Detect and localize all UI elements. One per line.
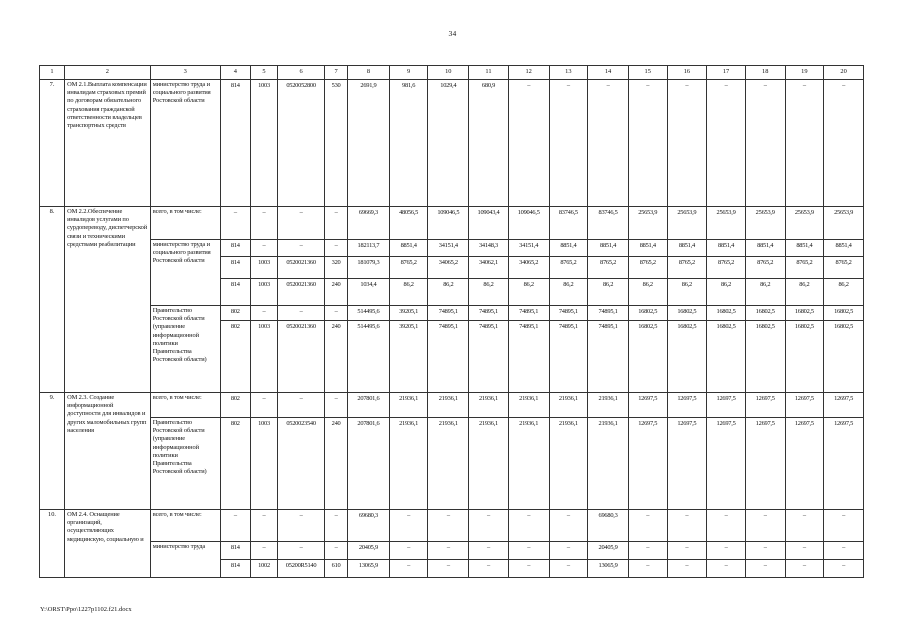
table-cell: 74895,1 [428, 321, 469, 393]
table-row [40, 510, 864, 542]
table-cell: 109046,5 [428, 207, 469, 240]
table-body [40, 66, 864, 578]
table-cell: 20405,9 [588, 542, 629, 560]
table-cell: 814 [220, 80, 250, 207]
budget-table [39, 65, 864, 578]
table-cell: – [278, 207, 325, 240]
header-cell: 17 [707, 66, 746, 80]
table-cell: 1029,4 [428, 80, 469, 207]
header-cell: 7 [325, 66, 348, 80]
table-cell: 48056,5 [389, 207, 428, 240]
table-cell: всего, в том числе: [150, 393, 220, 418]
table-cell: 16802,5 [707, 321, 746, 393]
table-cell: 8765,2 [549, 257, 588, 279]
table-cell: – [278, 306, 325, 321]
header-cell: 12 [508, 66, 549, 80]
table-cell: 12697,5 [745, 393, 785, 418]
table-cell: – [508, 80, 549, 207]
table-cell: 16802,5 [667, 306, 707, 321]
table-cell: 74895,1 [428, 306, 469, 321]
table-cell: 8851,4 [549, 240, 588, 257]
table-cell: 2691,9 [348, 80, 390, 207]
table-cell: – [250, 393, 277, 418]
table-cell: Правительство Ростовской области (управление информационной политики Правительства Ростовской области) [150, 418, 220, 510]
header-cell: 13 [549, 66, 588, 80]
table-cell: – [588, 80, 629, 207]
table-cell: 814 [220, 257, 250, 279]
table-cell: 74895,1 [508, 306, 549, 321]
table-cell: 34151,4 [428, 240, 469, 257]
table-cell: – [745, 510, 785, 542]
table-cell: – [428, 542, 469, 560]
table-cell: – [325, 240, 348, 257]
table-cell: – [707, 510, 746, 542]
table-cell: – [667, 510, 707, 542]
table-cell: ОМ 2.1.Выплата компенсации инвалидам страховых премий по договорам обязательного страхования гражданской ответственности владельцев транспортных средств [65, 80, 151, 207]
table-cell: – [628, 560, 667, 578]
table-cell: – [389, 560, 428, 578]
table-cell: – [549, 80, 588, 207]
table-cell: 0520021360 [278, 321, 325, 393]
table-cell: 181079,3 [348, 257, 390, 279]
table-cell: 8765,2 [824, 257, 864, 279]
table-cell: 21936,1 [428, 418, 469, 510]
table-cell: – [745, 542, 785, 560]
table-cell: – [628, 542, 667, 560]
table-cell: – [250, 542, 277, 560]
table-cell: 12697,5 [745, 418, 785, 510]
table-row [40, 542, 864, 560]
header-cell: 18 [745, 66, 785, 80]
table-cell: – [325, 306, 348, 321]
table-cell: 86,2 [628, 279, 667, 306]
table-cell: 21936,1 [588, 393, 629, 418]
table-cell: 86,2 [745, 279, 785, 306]
table-cell: 8851,4 [745, 240, 785, 257]
table-cell: 12697,5 [824, 418, 864, 510]
table-cell: 802 [220, 393, 250, 418]
table-cell: – [278, 542, 325, 560]
header-cell: 19 [785, 66, 824, 80]
table-cell: всего, в том числе: [150, 207, 220, 240]
table-cell: 16802,5 [745, 306, 785, 321]
table-cell: 86,2 [549, 279, 588, 306]
table-cell: – [325, 542, 348, 560]
table-cell: – [824, 542, 864, 560]
table-cell: 0520021360 [278, 257, 325, 279]
table-cell: 86,2 [707, 279, 746, 306]
table-cell: 86,2 [667, 279, 707, 306]
table-cell: – [785, 542, 824, 560]
table-cell: 0520052800 [278, 80, 325, 207]
table-cell: 05200R5140 [278, 560, 325, 578]
table-cell: 207801,6 [348, 393, 390, 418]
table-cell: 16802,5 [824, 306, 864, 321]
file-path-footer: Y:\ORST\Ppo\1227p1102.f21.docx [40, 606, 132, 613]
table-cell: 21936,1 [508, 393, 549, 418]
table-row [40, 240, 864, 257]
table-cell: 8851,4 [667, 240, 707, 257]
table-cell: 69680,3 [348, 510, 390, 542]
table-cell: 207801,6 [348, 418, 390, 510]
table-cell: – [549, 510, 588, 542]
table-cell: 320 [325, 257, 348, 279]
table-cell: 25653,9 [707, 207, 746, 240]
table-cell: 8851,4 [785, 240, 824, 257]
header-cell: 4 [220, 66, 250, 80]
table-cell: 21936,1 [549, 418, 588, 510]
budget-table-container [39, 65, 864, 600]
table-cell: 8765,2 [389, 257, 428, 279]
table-row [40, 418, 864, 510]
header-cell: 3 [150, 66, 220, 80]
table-cell: 16802,5 [785, 321, 824, 393]
table-cell: 802 [220, 418, 250, 510]
table-cell: – [389, 542, 428, 560]
table-cell: 34151,4 [508, 240, 549, 257]
table-cell: – [278, 510, 325, 542]
header-cell: 10 [428, 66, 469, 80]
table-cell: 21936,1 [508, 418, 549, 510]
table-cell: – [549, 542, 588, 560]
table-cell: 25653,9 [628, 207, 667, 240]
table-cell: 240 [325, 418, 348, 510]
table-cell: 8851,4 [707, 240, 746, 257]
table-cell: – [508, 510, 549, 542]
table-cell: – [250, 510, 277, 542]
table-cell: 39205,1 [389, 321, 428, 393]
table-cell: 12697,5 [824, 393, 864, 418]
table-cell: – [707, 560, 746, 578]
table-cell: 21936,1 [469, 393, 509, 418]
table-cell: 25653,9 [824, 207, 864, 240]
table-cell: 8851,4 [389, 240, 428, 257]
table-cell: 1003 [250, 80, 277, 207]
table-cell: 34065,2 [508, 257, 549, 279]
table-cell: – [707, 542, 746, 560]
table-cell: 8851,4 [588, 240, 629, 257]
table-cell: 8765,2 [628, 257, 667, 279]
table-cell: ОМ 2.3. Создание информационной доступности для инвалидов и других маломобильных групп населения [65, 393, 151, 510]
table-cell: – [220, 207, 250, 240]
table-cell: – [250, 207, 277, 240]
table-cell: 8765,2 [667, 257, 707, 279]
table-cell: – [250, 306, 277, 321]
table-cell: – [745, 560, 785, 578]
table-cell: 21936,1 [428, 393, 469, 418]
table-cell: 16802,5 [745, 321, 785, 393]
table-cell: 240 [325, 279, 348, 306]
table-cell: 8765,2 [588, 257, 629, 279]
table-cell: 16802,5 [628, 321, 667, 393]
table-cell: 86,2 [824, 279, 864, 306]
table-cell: 8. [40, 207, 65, 393]
table-cell: 814 [220, 240, 250, 257]
table-cell: 8765,2 [745, 257, 785, 279]
table-cell: 109043,4 [469, 207, 509, 240]
table-cell: 13065,9 [588, 560, 629, 578]
table-cell: 12697,5 [667, 418, 707, 510]
page-number: 34 [448, 29, 457, 38]
table-cell: 8765,2 [785, 257, 824, 279]
table-row [40, 207, 864, 240]
table-cell: министерство труда и социального развития Ростовской области [150, 240, 220, 306]
header-cell: 16 [667, 66, 707, 80]
table-cell: 74895,1 [588, 321, 629, 393]
table-cell: – [785, 510, 824, 542]
table-cell: – [508, 560, 549, 578]
table-cell: 514495,6 [348, 321, 390, 393]
header-cell: 15 [628, 66, 667, 80]
table-cell: – [428, 560, 469, 578]
table-row [40, 306, 864, 321]
table-cell: 12697,5 [785, 393, 824, 418]
table-cell: 12697,5 [667, 393, 707, 418]
table-cell: Правительство Ростовской области (управление информационной политики Правительства Ростовской области) [150, 306, 220, 393]
table-cell: 74895,1 [549, 321, 588, 393]
table-cell: 109046,5 [508, 207, 549, 240]
table-cell: – [824, 80, 864, 207]
table-cell: – [220, 510, 250, 542]
table-cell: 610 [325, 560, 348, 578]
table-cell: 21936,1 [389, 418, 428, 510]
table-cell: 21936,1 [469, 418, 509, 510]
table-cell: 814 [220, 279, 250, 306]
table-cell: – [428, 510, 469, 542]
table-cell: 69680,3 [588, 510, 629, 542]
table-cell: 86,2 [389, 279, 428, 306]
table-row [40, 393, 864, 418]
table-cell: – [824, 560, 864, 578]
table-cell: 981,6 [389, 80, 428, 207]
table-cell: – [325, 510, 348, 542]
table-cell: – [469, 510, 509, 542]
table-cell: 7. [40, 80, 65, 207]
table-cell: 25653,9 [667, 207, 707, 240]
table-cell: 74895,1 [549, 306, 588, 321]
table-cell: – [325, 393, 348, 418]
table-cell: 802 [220, 306, 250, 321]
table-cell: 8851,4 [824, 240, 864, 257]
header-cell: 5 [250, 66, 277, 80]
table-cell: 25653,9 [785, 207, 824, 240]
table-cell: 83746,5 [549, 207, 588, 240]
table-cell: 34062,1 [469, 257, 509, 279]
table-cell: 814 [220, 560, 250, 578]
table-cell: 83746,5 [588, 207, 629, 240]
table-cell: 21936,1 [588, 418, 629, 510]
table-cell: 8851,4 [628, 240, 667, 257]
table-cell: 21936,1 [389, 393, 428, 418]
table-cell: 1003 [250, 279, 277, 306]
header-cell: 20 [824, 66, 864, 80]
table-cell: – [549, 560, 588, 578]
table-cell: – [325, 207, 348, 240]
table-cell: 86,2 [469, 279, 509, 306]
table-cell: 1003 [250, 418, 277, 510]
table-cell: – [824, 510, 864, 542]
table-cell: ОМ 2.4. Оснащение организаций, осуществляющих медицинскую, социальную и [65, 510, 151, 578]
table-cell: 8765,2 [707, 257, 746, 279]
header-cell: 9 [389, 66, 428, 80]
table-cell: – [785, 560, 824, 578]
table-cell: 16802,5 [667, 321, 707, 393]
table-cell: 1003 [250, 257, 277, 279]
table-cell: – [667, 560, 707, 578]
table-cell: – [628, 510, 667, 542]
table-cell: 74895,1 [469, 306, 509, 321]
table-cell: – [667, 542, 707, 560]
table-cell: 74895,1 [469, 321, 509, 393]
header-cell: 1 [40, 66, 65, 80]
table-cell: 34065,2 [428, 257, 469, 279]
table-cell: – [667, 80, 707, 207]
table-cell: министерство труда [150, 542, 220, 578]
table-cell: 21936,1 [549, 393, 588, 418]
table-cell: 20405,9 [348, 542, 390, 560]
table-cell: 16802,5 [824, 321, 864, 393]
table-row [40, 80, 864, 207]
table-cell: 25653,9 [745, 207, 785, 240]
table-cell: 86,2 [428, 279, 469, 306]
table-cell: 13065,9 [348, 560, 390, 578]
table-cell: 16802,5 [785, 306, 824, 321]
table-cell: министерство труда и социального развития Ростовской области [150, 80, 220, 207]
table-cell: 12697,5 [707, 393, 746, 418]
table-cell: 12697,5 [628, 418, 667, 510]
table-cell: 1002 [250, 560, 277, 578]
table-cell: 814 [220, 542, 250, 560]
table-cell: 12697,5 [785, 418, 824, 510]
header-row [40, 66, 864, 80]
table-cell: 0520021360 [278, 279, 325, 306]
table-cell: 34148,3 [469, 240, 509, 257]
table-cell: 530 [325, 80, 348, 207]
table-cell: 0520023540 [278, 418, 325, 510]
table-cell: 12697,5 [707, 418, 746, 510]
header-cell: 6 [278, 66, 325, 80]
table-cell: – [707, 80, 746, 207]
table-cell: – [389, 510, 428, 542]
table-cell: 240 [325, 321, 348, 393]
table-cell: 514495,6 [348, 306, 390, 321]
table-cell: 680,9 [469, 80, 509, 207]
table-cell: 86,2 [785, 279, 824, 306]
table-cell: – [469, 542, 509, 560]
table-cell: – [250, 240, 277, 257]
table-cell: ОМ 2.2.Обеспечение инвалидов услугами по сурдопереводу, диспетчерской связи и техническими средствами реабилитации [65, 207, 151, 393]
table-cell: 182113,7 [348, 240, 390, 257]
table-cell: 802 [220, 321, 250, 393]
table-cell: – [469, 560, 509, 578]
table-cell: 69669,3 [348, 207, 390, 240]
table-cell: 74895,1 [588, 306, 629, 321]
table-cell: 16802,5 [707, 306, 746, 321]
table-cell: – [278, 240, 325, 257]
table-cell: – [508, 542, 549, 560]
table-cell: 1003 [250, 321, 277, 393]
table-cell: – [785, 80, 824, 207]
table-cell: 86,2 [588, 279, 629, 306]
table-cell: 10. [40, 510, 65, 578]
table-cell: 39205,1 [389, 306, 428, 321]
header-cell: 11 [469, 66, 509, 80]
table-cell: 1034,4 [348, 279, 390, 306]
table-cell: 12697,5 [628, 393, 667, 418]
table-cell: 74895,1 [508, 321, 549, 393]
table-cell: 16802,5 [628, 306, 667, 321]
table-cell: – [278, 393, 325, 418]
table-cell: – [628, 80, 667, 207]
table-cell: всего, в том числе: [150, 510, 220, 542]
table-cell: 86,2 [508, 279, 549, 306]
header-cell: 8 [348, 66, 390, 80]
table-cell: – [745, 80, 785, 207]
header-cell: 14 [588, 66, 629, 80]
header-cell: 2 [65, 66, 151, 80]
table-cell: 9. [40, 393, 65, 510]
